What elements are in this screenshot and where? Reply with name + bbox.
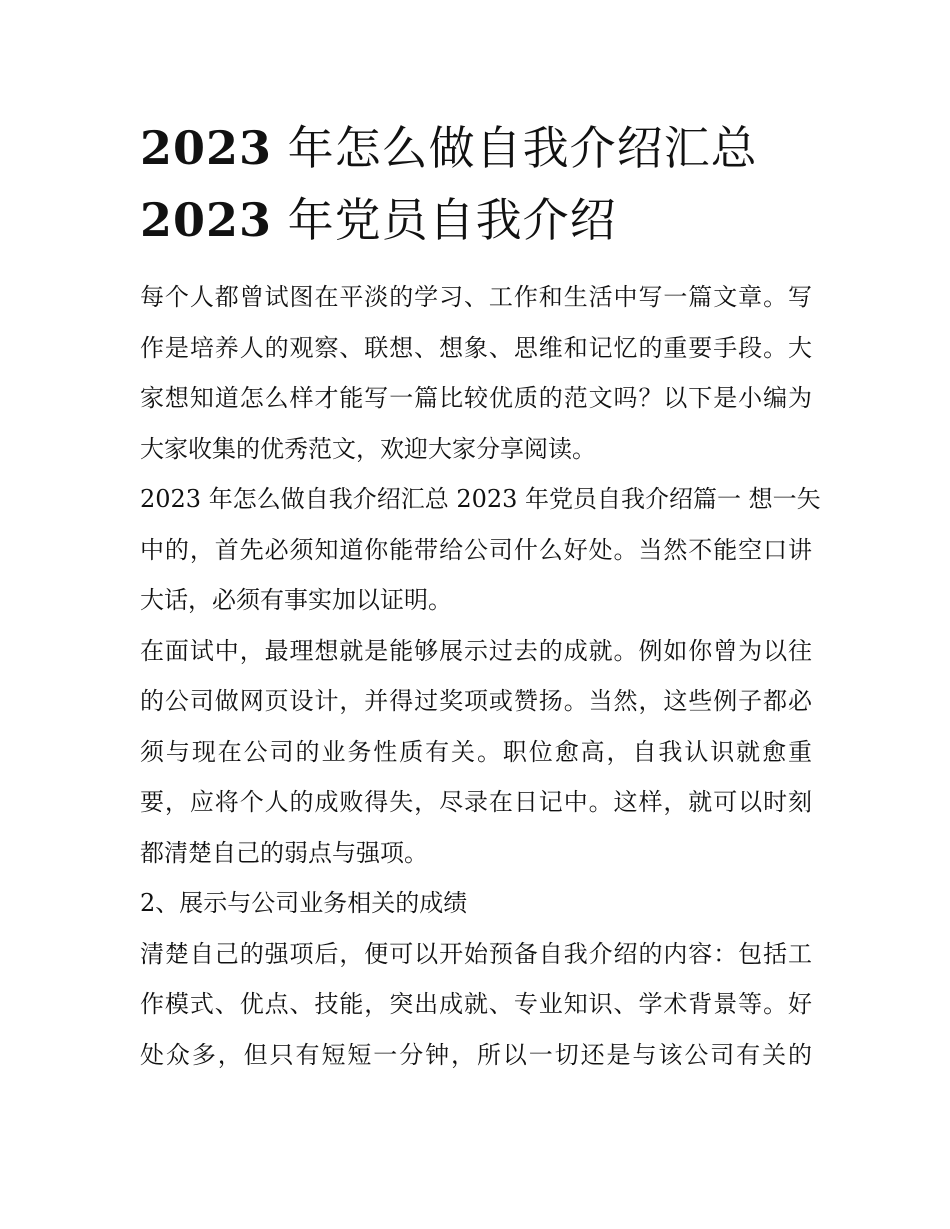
text-line: 2023 年怎么做自我介绍汇总 2023 年党员自我介绍篇一 想一矢	[140, 485, 821, 513]
text-line: 要，应将个人的成败得失，尽录在日记中。这样，就可以时刻	[140, 788, 812, 816]
title-line-1	[140, 112, 812, 184]
section-heading	[140, 878, 812, 929]
text-line: 作模式、优点、技能，突出成就、专业知识、学术背景等。好	[140, 990, 812, 1018]
text-line: 都清楚自己的弱点与强项。	[140, 838, 428, 867]
text-line: 大话，必须有事实加以证明。	[140, 586, 452, 614]
text-line: 作是培养人的观察、联想、想象、思维和记忆的重要手段。大	[140, 333, 812, 362]
text-line: 中的，首先必须知道你能带给公司什么好处。当然不能空口讲	[140, 535, 812, 564]
text-line: 的公司做网页设计，并得过奖项或赞扬。当然，这些例子都必	[140, 687, 812, 715]
text-line: 须与现在公司的业务性质有关。职位愈高，自我认识就愈重	[140, 737, 812, 766]
document-body	[140, 272, 821, 1080]
document-title	[140, 112, 812, 256]
paragraph	[140, 272, 812, 474]
title-line-2	[140, 184, 812, 256]
paragraph	[140, 929, 812, 1081]
text-line: 家想知道怎么样才能写一篇比较优质的范文吗？以下是小编为	[140, 384, 812, 412]
text-line: 大家收集的优秀范文，欢迎大家分享阅读。	[140, 434, 596, 463]
paragraph	[140, 626, 812, 879]
text-line: 清楚自己的强项后，便可以开始预备自我介绍的内容：包括工	[140, 939, 812, 968]
title-year: 2023	[140, 121, 273, 175]
document-page	[140, 112, 821, 1080]
title-year: 2023	[140, 193, 273, 247]
title-text: 年党员自我介绍	[272, 193, 617, 247]
paragraph	[140, 474, 821, 626]
title-text: 年怎么做自我介绍汇总	[272, 121, 758, 175]
text-line: 在面试中，最理想就是能够展示过去的成就。例如你曾为以往	[140, 636, 812, 665]
text-line: 处众多，但只有短短一分钟，所以一切还是与该公司有关的	[140, 1040, 812, 1069]
text-line: 2、展示与公司业务相关的成绩	[140, 889, 468, 917]
text-line: 每个人都曾试图在平淡的学习、工作和生活中写一篇文章。写	[140, 283, 812, 311]
